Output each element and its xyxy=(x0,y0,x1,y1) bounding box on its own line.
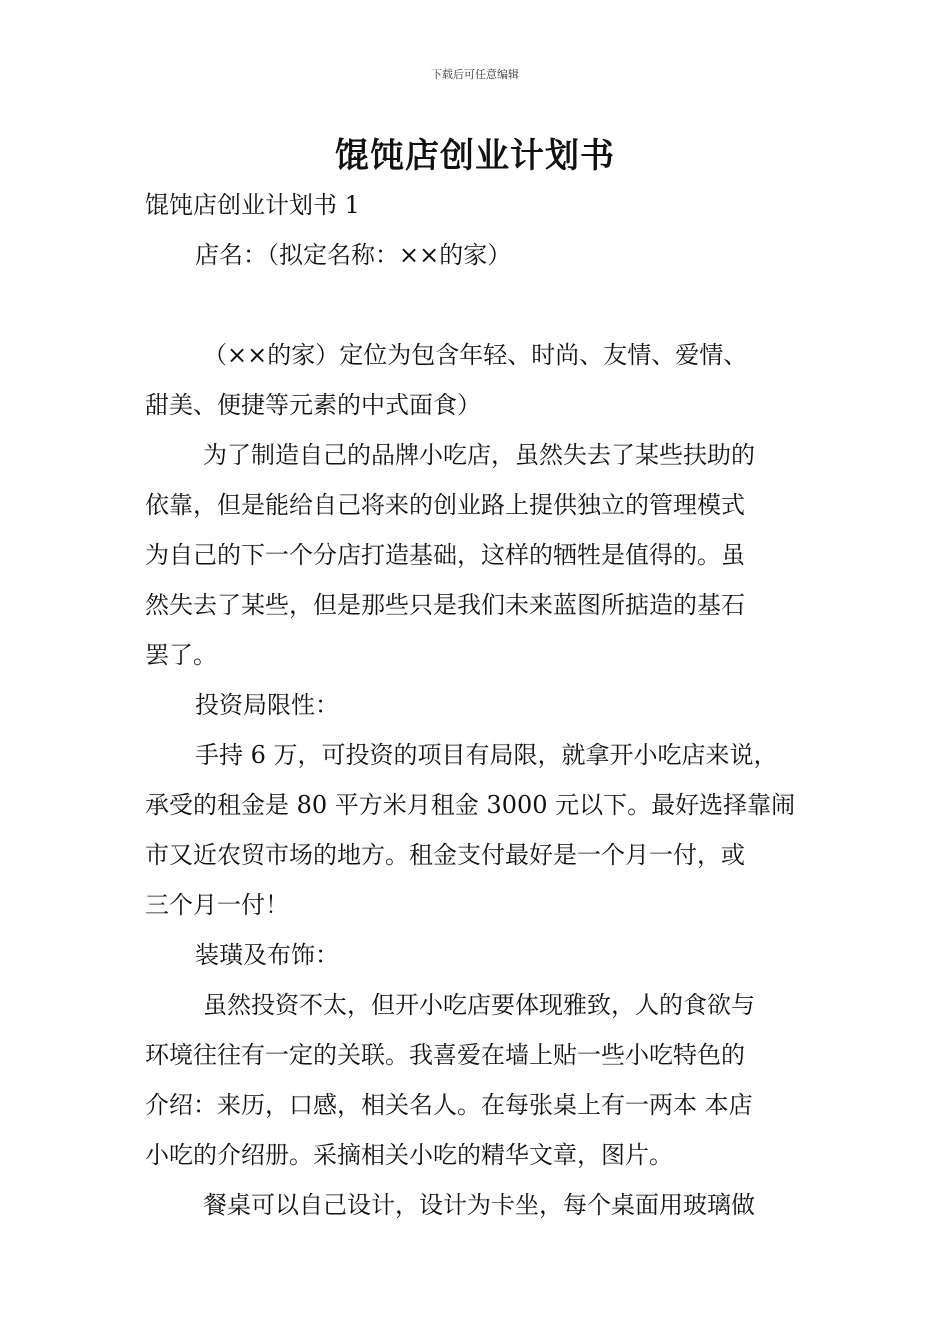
paragraph-line: 餐桌可以自己设计，设计为卡坐，每个桌面用玻璃做 xyxy=(203,1191,755,1219)
paragraph-line: 市又近农贸市场的地方。租金支付最好是一个月一付，或 xyxy=(145,841,745,869)
section-heading: 投资局限性： xyxy=(195,691,339,719)
paragraph-line: （××的家）定位为包含年轻、时尚、友情、爱情、 xyxy=(203,341,748,369)
document-title: 馄饨店创业计划书 xyxy=(335,136,615,176)
paragraph-line: 为了制造自己的品牌小吃店，虽然失去了某些扶助的 xyxy=(203,441,755,469)
section-heading: 装璜及布饰： xyxy=(195,941,339,969)
paragraph-line: 为自己的下一个分店打造基础，这样的牺牲是值得的。虽 xyxy=(145,541,745,569)
paragraph-line: 依靠，但是能给自己将来的创业路上提供独立的管理模式 xyxy=(145,491,745,519)
paragraph-line: 小吃的介绍册。采摘相关小吃的精华文章，图片。 xyxy=(145,1141,673,1169)
paragraph-line: 承受的租金是 80 平方米月租金 3000 元以下。最好选择靠闹 xyxy=(145,791,796,819)
shop-name-line: 店名：（拟定名称：××的家） xyxy=(195,241,512,269)
document-body xyxy=(145,180,809,1230)
paragraph-line: 甜美、便捷等元素的中式面食） xyxy=(145,391,481,419)
blank-line xyxy=(145,280,809,330)
paragraph-line: 环境往往有一定的关联。我喜爱在墙上贴一些小吃特色的 xyxy=(145,1041,745,1069)
paragraph-line: 介绍：来历，口感，相关名人。在每张桌上有一两本 本店 xyxy=(145,1091,753,1119)
paragraph-line: 然失去了某些，但是那些只是我们未来蓝图所掂造的基石 xyxy=(145,591,745,619)
paragraph-line: 三个月一付！ xyxy=(145,891,289,919)
page-header: 下载后可任意编辑 xyxy=(431,68,519,81)
paragraph-line: 虽然投资不太，但开小吃店要体现雅致，人的食欲与 xyxy=(203,991,755,1019)
paragraph-line: 手持 6 万，可投资的项目有局限，就拿开小吃店来说， xyxy=(195,741,778,769)
subtitle-line: 馄饨店创业计划书 1 xyxy=(145,191,360,219)
paragraph-line: 罢了。 xyxy=(145,641,217,669)
